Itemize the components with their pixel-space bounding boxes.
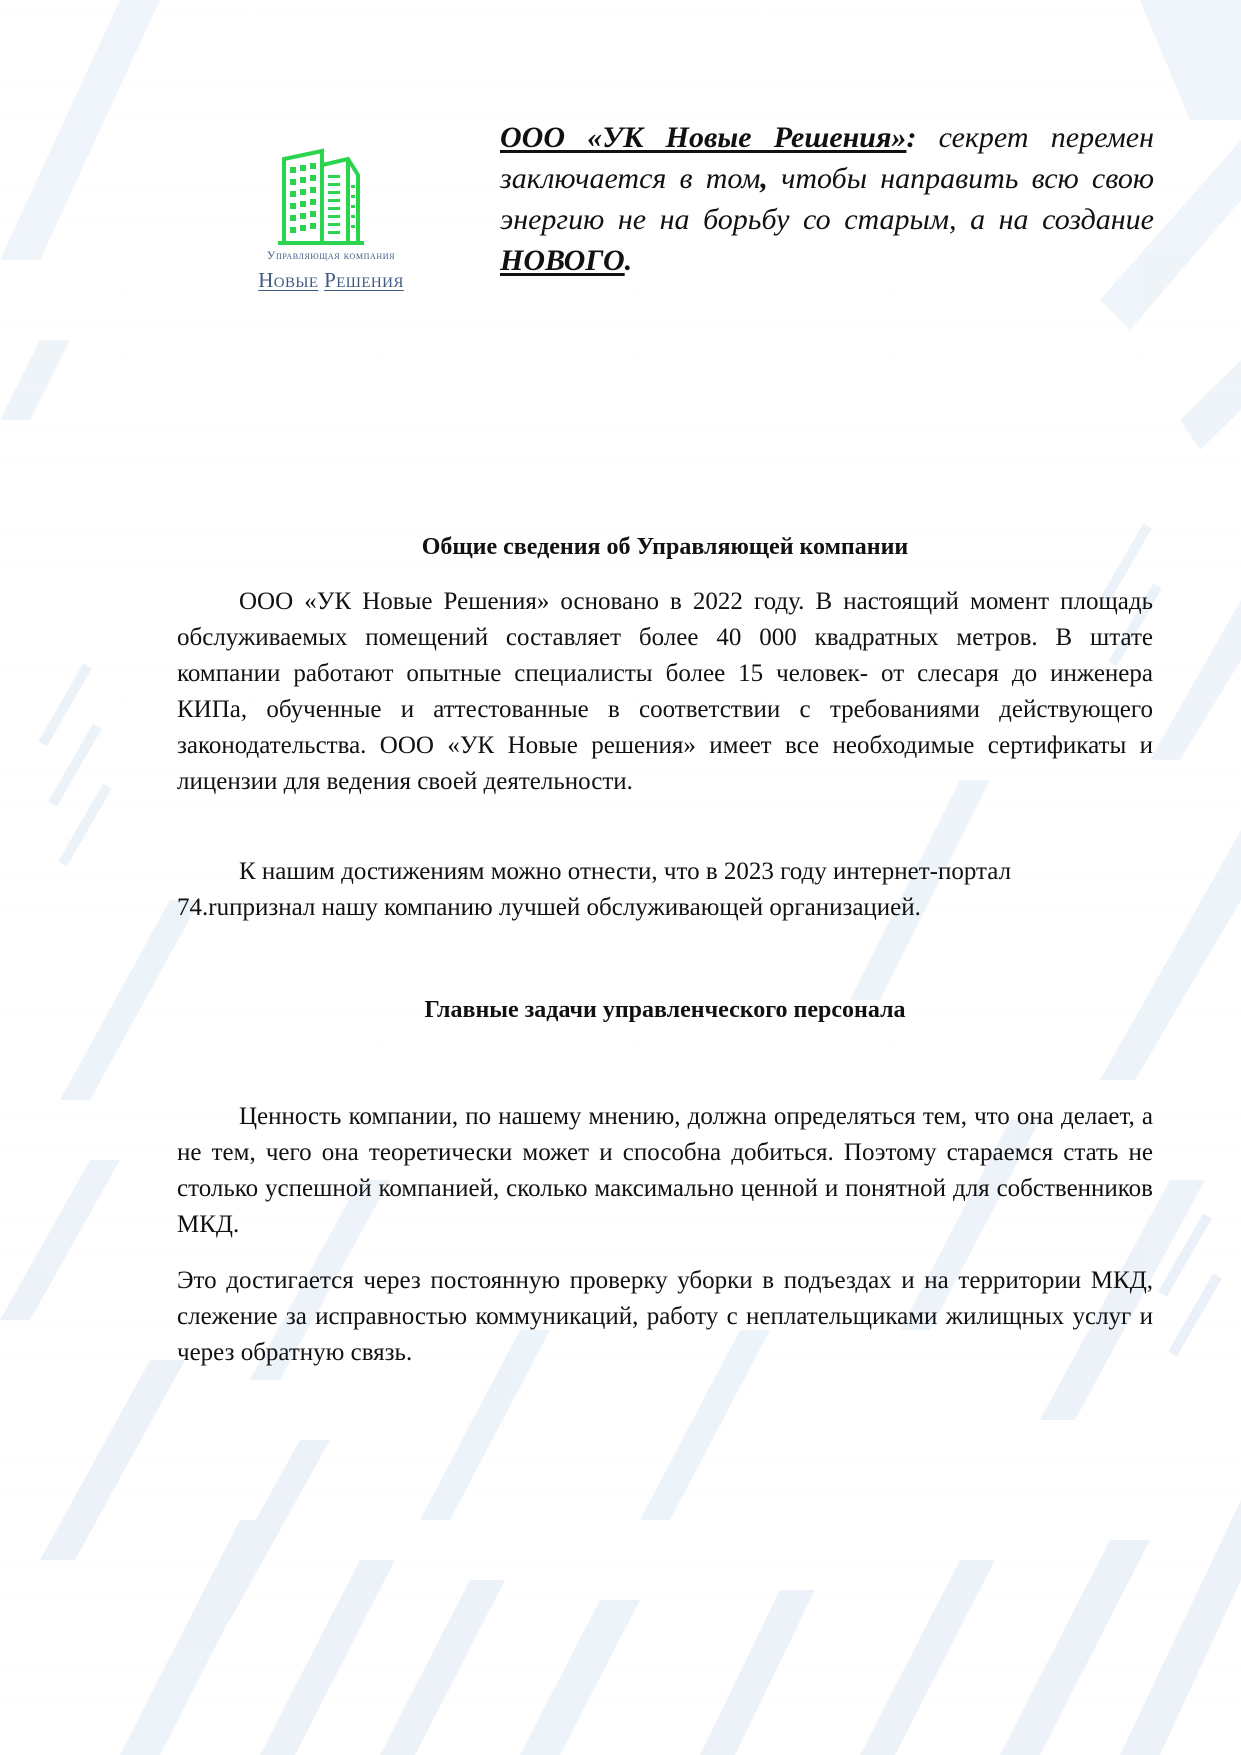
- logo-name-word1: Новые: [258, 268, 319, 292]
- logo-company-name: [228, 268, 434, 293]
- company-motto: [500, 117, 1154, 281]
- motto-period: .: [624, 244, 633, 277]
- motto-new-word: НОВОГО: [500, 244, 625, 277]
- buildings-logo-icon: [228, 145, 434, 245]
- motto-colon: :: [906, 121, 917, 154]
- section2-paragraph1: Ценность компании, по нашему мнению, должна определяться тем, что она делает, а не тем, чего она теоретически может и способна добиться. Поэтому стараемся стать не столько успешной компанией, сколько максимально ценной и понятной для собственников МКД.: [177, 1103, 1153, 1238]
- section1-title: Общие сведения об Управляющей компании: [421, 534, 909, 560]
- motto-company-name: ООО «УК Новые Решения»: [500, 121, 907, 154]
- section1-paragraph1: ООО «УК Новые Решения» основано в 2022 году. В настоящий момент площадь обслуживаемых помещений составляет более 40 000 квадратных метров. В штате компании работают опытные специалисты более 15 человек- от слесаря до инженера КИПа, обученные и аттестованные в соответствии с требованиями действующего законодательства. ООО «УК Новые решения» имеет все необходимые сертификаты и лицензии для ведения своей деятельности.: [177, 588, 1153, 795]
- section2-title: Главные задачи управленческого персонала: [424, 997, 906, 1023]
- motto-text-part1: секрет перемен заключается в том: [500, 121, 1154, 195]
- logo-caption: Управляющая компания: [266, 248, 396, 262]
- section1-paragraph2: К нашим достижениям можно отнести, что в 2023 году интернет-портал 74.ruпризнал нашу компанию лучшей обслуживающей организацией.: [177, 858, 1012, 921]
- section2-paragraph2: Это достигается через постоянную проверку уборки в подъездах и на территории МКД, слежение за исправностью коммуникаций, работу с неплательщиками жилищных услуг и через обратную связь.: [177, 1267, 1153, 1366]
- company-logo: [228, 145, 434, 297]
- logo-name-word2: Решения: [324, 268, 404, 292]
- motto-text-part2: чтобы направить всю свою энергию не на борьбу со старым, а на создание: [500, 162, 1154, 236]
- motto-comma: ,: [760, 162, 768, 195]
